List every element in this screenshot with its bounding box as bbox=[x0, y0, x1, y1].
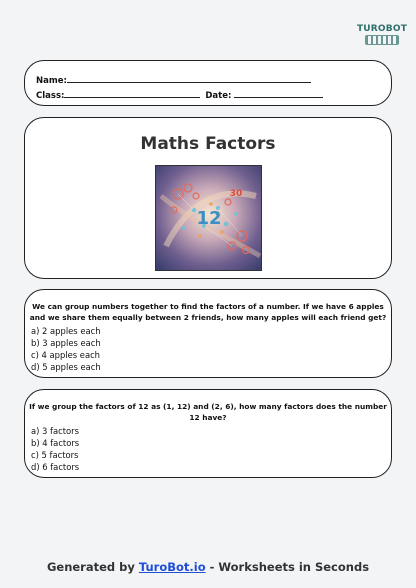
question-text: We can group numbers together to find the factors of a number. If we have 6 apples and we share them equally between 2 friends, how many apples will each friend get? bbox=[29, 302, 387, 322]
student-info-card bbox=[24, 60, 392, 106]
answer-option[interactable]: d) 5 apples each bbox=[31, 362, 101, 372]
date-label: Date: bbox=[205, 91, 232, 101]
name-field[interactable] bbox=[67, 74, 311, 83]
factors-illustration bbox=[156, 166, 262, 271]
question-card-2 bbox=[24, 389, 392, 478]
footer-suffix: - Worksheets in Seconds bbox=[205, 560, 370, 574]
worksheet-title: Maths Factors bbox=[140, 134, 276, 154]
name-row bbox=[36, 74, 311, 86]
answer-option[interactable]: a) 2 apples each bbox=[31, 326, 101, 336]
turobot-link[interactable]: TuroBot.io bbox=[138, 560, 206, 574]
answer-option[interactable]: b) 4 factors bbox=[31, 438, 80, 448]
class-date-row bbox=[36, 89, 323, 101]
logo-robot-icon bbox=[365, 35, 399, 45]
answer-option[interactable]: c) 4 apples each bbox=[31, 350, 100, 360]
hero-number-main: 12 bbox=[196, 208, 222, 229]
footer bbox=[0, 560, 416, 574]
logo-text: TUROBOT bbox=[356, 23, 408, 34]
answer-option[interactable]: c) 5 factors bbox=[31, 450, 79, 460]
hero-number-small: 30 bbox=[229, 189, 243, 199]
answer-option[interactable]: d) 6 factors bbox=[31, 462, 80, 472]
question-card-1 bbox=[24, 289, 392, 378]
turobot-logo bbox=[356, 22, 408, 46]
class-field[interactable] bbox=[64, 89, 200, 98]
answer-option[interactable]: a) 3 factors bbox=[31, 426, 79, 436]
date-field[interactable] bbox=[234, 89, 323, 98]
hero-image bbox=[155, 165, 262, 271]
answer-option[interactable]: b) 3 apples each bbox=[31, 338, 101, 348]
footer-prefix: Generated by bbox=[46, 560, 139, 574]
title-card bbox=[24, 117, 392, 279]
question-text: If we group the factors of 12 as (1, 12) and (2, 6), how many factors does the number 12 have? bbox=[29, 402, 387, 422]
class-label: Class: bbox=[36, 91, 65, 101]
name-label: Name: bbox=[36, 76, 67, 86]
